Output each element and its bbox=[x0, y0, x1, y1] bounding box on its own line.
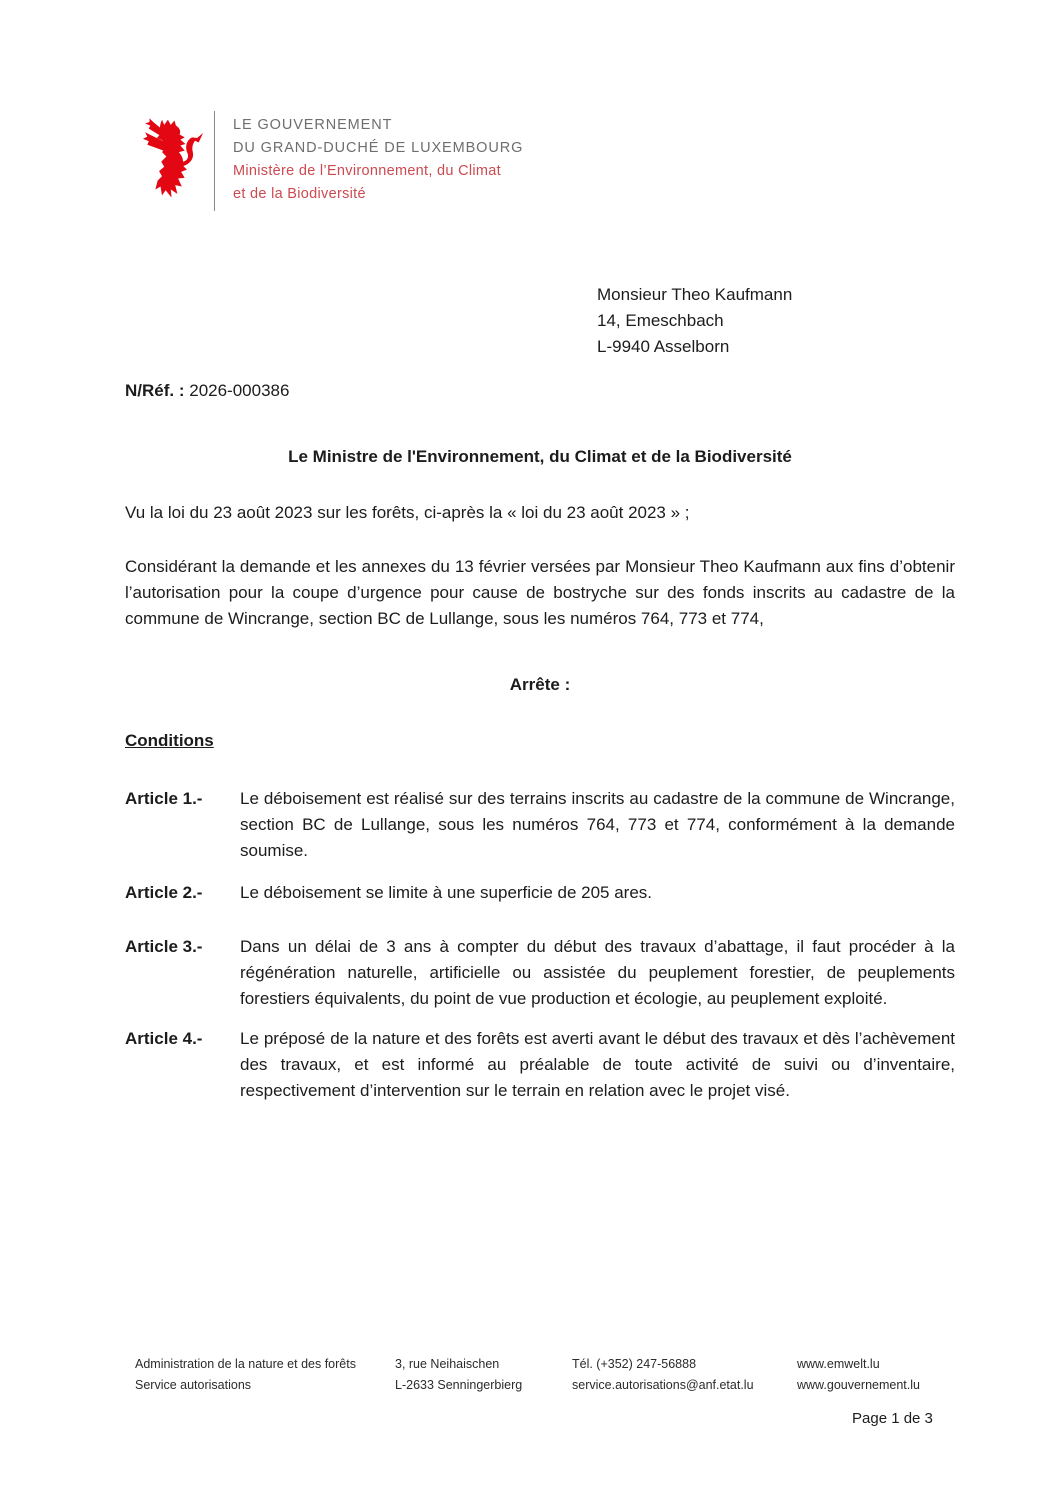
article-3-label: Article 3.- bbox=[125, 937, 203, 956]
footer-website-emwelt: www.emwelt.lu bbox=[797, 1357, 880, 1371]
article-2 bbox=[125, 880, 955, 906]
footer-admin-line1: Administration de la nature et des forêts bbox=[135, 1357, 356, 1371]
document-title: Le Ministre de l'Environnement, du Climat et de la Biodiversité bbox=[288, 447, 792, 466]
footer-col-address bbox=[395, 1354, 572, 1397]
footer-website-gouvernement: www.gouvernement.lu bbox=[797, 1378, 920, 1393]
government-name-line1: LE GOUVERNEMENT bbox=[233, 117, 393, 133]
article-3 bbox=[125, 934, 955, 1012]
recipient-city: L-9940 Asselborn bbox=[597, 337, 730, 356]
paragraph-considerant: Considérant la demande et les annexes du 13 février versées par Monsieur Theo Kaufmann aux fins d’obtenir l’autorisation pour la coupe d’urgence pour cause de bostryche sur des fonds inscrits au cadastre de la commune de Wincrange, section BC de Lullange, sous les numéros 764, 773 et 774, bbox=[125, 557, 955, 628]
article-1-text: Le déboisement est réalisé sur des terrains inscrits au cadastre de la commune de Wincrange, section BC de Lullange, sous les numéros 764, 773 et 774, conformément à la demande soumise. bbox=[240, 789, 955, 860]
recipient-name: Monsieur Theo Kaufmann bbox=[597, 285, 793, 304]
footer-address-line2: L-2633 Senningerbierg bbox=[395, 1378, 523, 1393]
footer-col-administration bbox=[135, 1354, 395, 1397]
ministry-name-line2: et de la Biodiversité bbox=[233, 185, 366, 202]
article-3-text: Dans un délai de 3 ans à compter du début des travaux d’abattage, il faut procéder à la régénération naturelle, artificielle ou assistée du peuplement forestier, de peuplements forestiers équivalents, du point de vue production et écologie, au peuplement exploité. bbox=[240, 937, 955, 1008]
luxembourg-lion-icon bbox=[140, 108, 206, 213]
government-logo bbox=[140, 108, 955, 214]
page-footer bbox=[135, 1354, 957, 1397]
article-4-label: Article 4.- bbox=[125, 1029, 203, 1048]
logo-text bbox=[233, 108, 523, 206]
conditions-heading: Conditions bbox=[125, 731, 214, 750]
article-1-label: Article 1.- bbox=[125, 789, 203, 808]
recipient-street: 14, Emeschbach bbox=[597, 311, 724, 330]
reference-line bbox=[125, 378, 955, 404]
page-number: Page 1 de 3 bbox=[852, 1410, 933, 1427]
logo-divider bbox=[214, 111, 215, 211]
ministry-name-line1: Ministère de l’Environnement, du Climat bbox=[233, 162, 501, 179]
paragraph-vu-la-loi: Vu la loi du 23 août 2023 sur les forêts, ci-après la « loi du 23 août 2023 » ; bbox=[125, 503, 690, 522]
footer-admin-line2: Service autorisations bbox=[135, 1378, 252, 1393]
arrete-heading: Arrête : bbox=[509, 675, 571, 694]
recipient-address bbox=[597, 282, 955, 360]
footer-phone: Tél. (+352) 247-56888 bbox=[572, 1357, 697, 1371]
article-2-label: Article 2.- bbox=[125, 883, 203, 902]
government-name-line2: DU GRAND-DUCHÉ DE LUXEMBOURG bbox=[233, 139, 524, 156]
footer-email: service.autorisations@anf.etat.lu bbox=[572, 1378, 754, 1393]
reference-label: N/Réf. : bbox=[125, 381, 185, 400]
article-2-text: Le déboisement se limite à une superficie de 205 ares. bbox=[240, 883, 653, 902]
article-1 bbox=[125, 786, 955, 864]
article-4 bbox=[125, 1026, 955, 1104]
reference-number: 2026-000386 bbox=[189, 381, 290, 400]
article-4-text: Le préposé de la nature et des forêts est averti avant le début des travaux et dès l’achèvement des travaux, et est informé au préalable de toute activité de suivi ou d’inventaire, respectivement d’intervention sur le terrain en relation avec le projet visé. bbox=[240, 1029, 955, 1100]
footer-address-line1: 3, rue Neihaischen bbox=[395, 1357, 500, 1371]
footer-col-websites bbox=[797, 1354, 957, 1397]
footer-col-contact bbox=[572, 1354, 797, 1397]
